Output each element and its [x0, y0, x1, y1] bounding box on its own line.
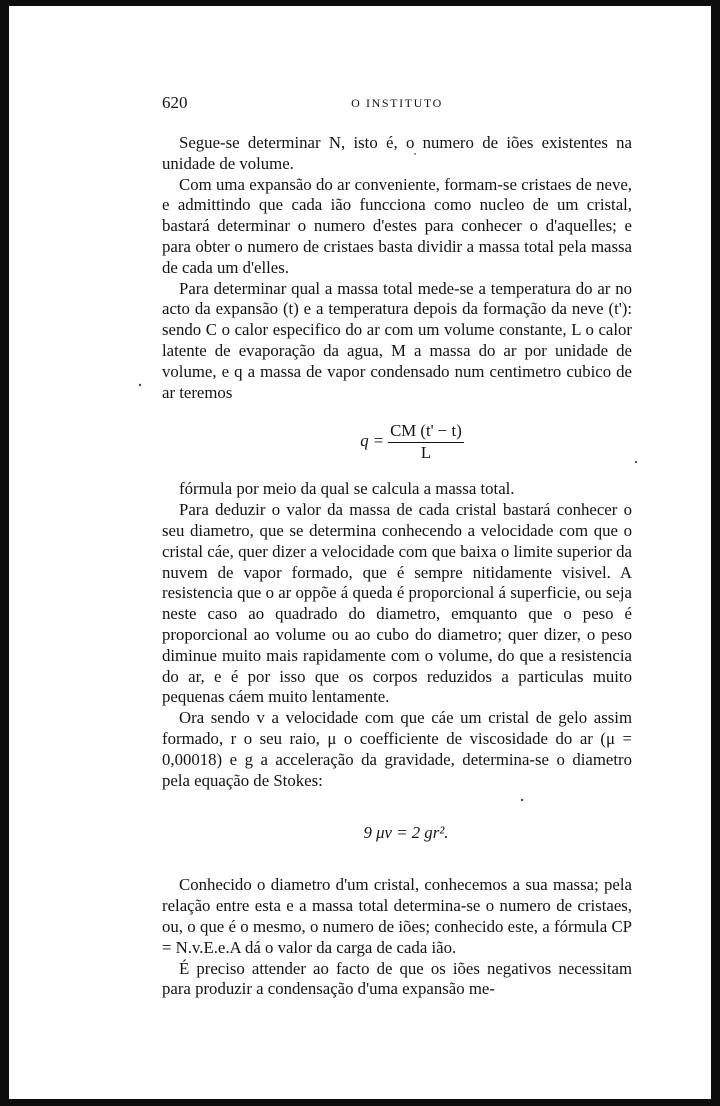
formula-mass-numerator: CM (t' − t) — [388, 420, 464, 443]
formula-mass-lhs: q = — [360, 430, 385, 450]
page-number: 620 — [162, 93, 188, 112]
paragraph-7: Conhecido o diametro d'um cristal, conhecemos a sua massa; pela relação entre esta e a massa total determina-se o numero de cristaes, ou, o que é o mesmo, o numero de iões; conhecido este, a fórmula CP = N.v.E.e.A dá o valor da carga de cada ião. — [162, 875, 632, 957]
body-text — [162, 133, 632, 1000]
paragraph-3: Para determinar qual a massa total mede-se a temperatura do ar no acto da expansão (t) e a temperatura depois da formação da neve (t'): sendo C o calor especifico do ar com um volume constante, L o calor latente de evaporação da agua, M a massa do ar por unidade de volume, e q a massa de vapor condensado num centimetro cubico de ar teremos — [162, 278, 632, 402]
paragraph-1: Segue-se determinar N, isto é, o numero de iões existentes na unidade de volume. — [162, 133, 632, 173]
running-title: O INSTITUTO — [351, 96, 443, 110]
running-header — [162, 93, 632, 117]
paragraph-4: fórmula por meio da qual se calcula a massa total. — [179, 479, 515, 499]
paragraph-2: Com uma expansão do ar conveniente, formam-se cristaes de neve, e admittindo que cada ião funcciona como nucleo de um cristal, bastará determinar o numero d'estes para conhecer o d'aquelles; e para obter o numero de cristaes basta dividir a massa total pela massa de cada um d'elles. — [162, 174, 632, 277]
formula-mass — [162, 403, 632, 479]
formula-stokes-text: 9 μv = 2 gr². — [363, 822, 449, 842]
paragraph-8: É preciso attender ao facto de que os iões negativos necessitam para produzir a condensação d'uma expansão me- — [162, 958, 632, 999]
paragraph-5: Para deduzir o valor da massa de cada cristal bastará conhecer o seu diametro, que se determina conhecendo a velocidade com que o cristal cáe, quer dizer a velocidade com que baixa o limite superior da nuvem de vapor formado, que é sempre nitidamente visivel. A resistencia que o ar oppõe á queda é proporcional á superficie, ou seja neste caso ao quadrado do diametro, emquanto que o peso é proporcional ao volume ou ao cubo do diametro; quer dizer, o peso diminue muito mais rapidamente com o volume, do que a resistencia do ar, e é por isso que os corpos reduzidos a particulas muito pequenas cáem muito lentamente. — [162, 500, 632, 707]
paragraph-6: Ora sendo v a velocidade com que cáe um cristal de gelo assim formado, r o seu raio, μ o coefficiente de viscosidade do ar (μ = 0,00018) e g a acceleração da gravidade, determina-se o diametro pela equação de Stokes: — [162, 708, 632, 790]
formula-stokes — [162, 791, 632, 875]
formula-mass-denominator: L — [420, 442, 432, 462]
formula-mass-fraction — [388, 420, 464, 463]
